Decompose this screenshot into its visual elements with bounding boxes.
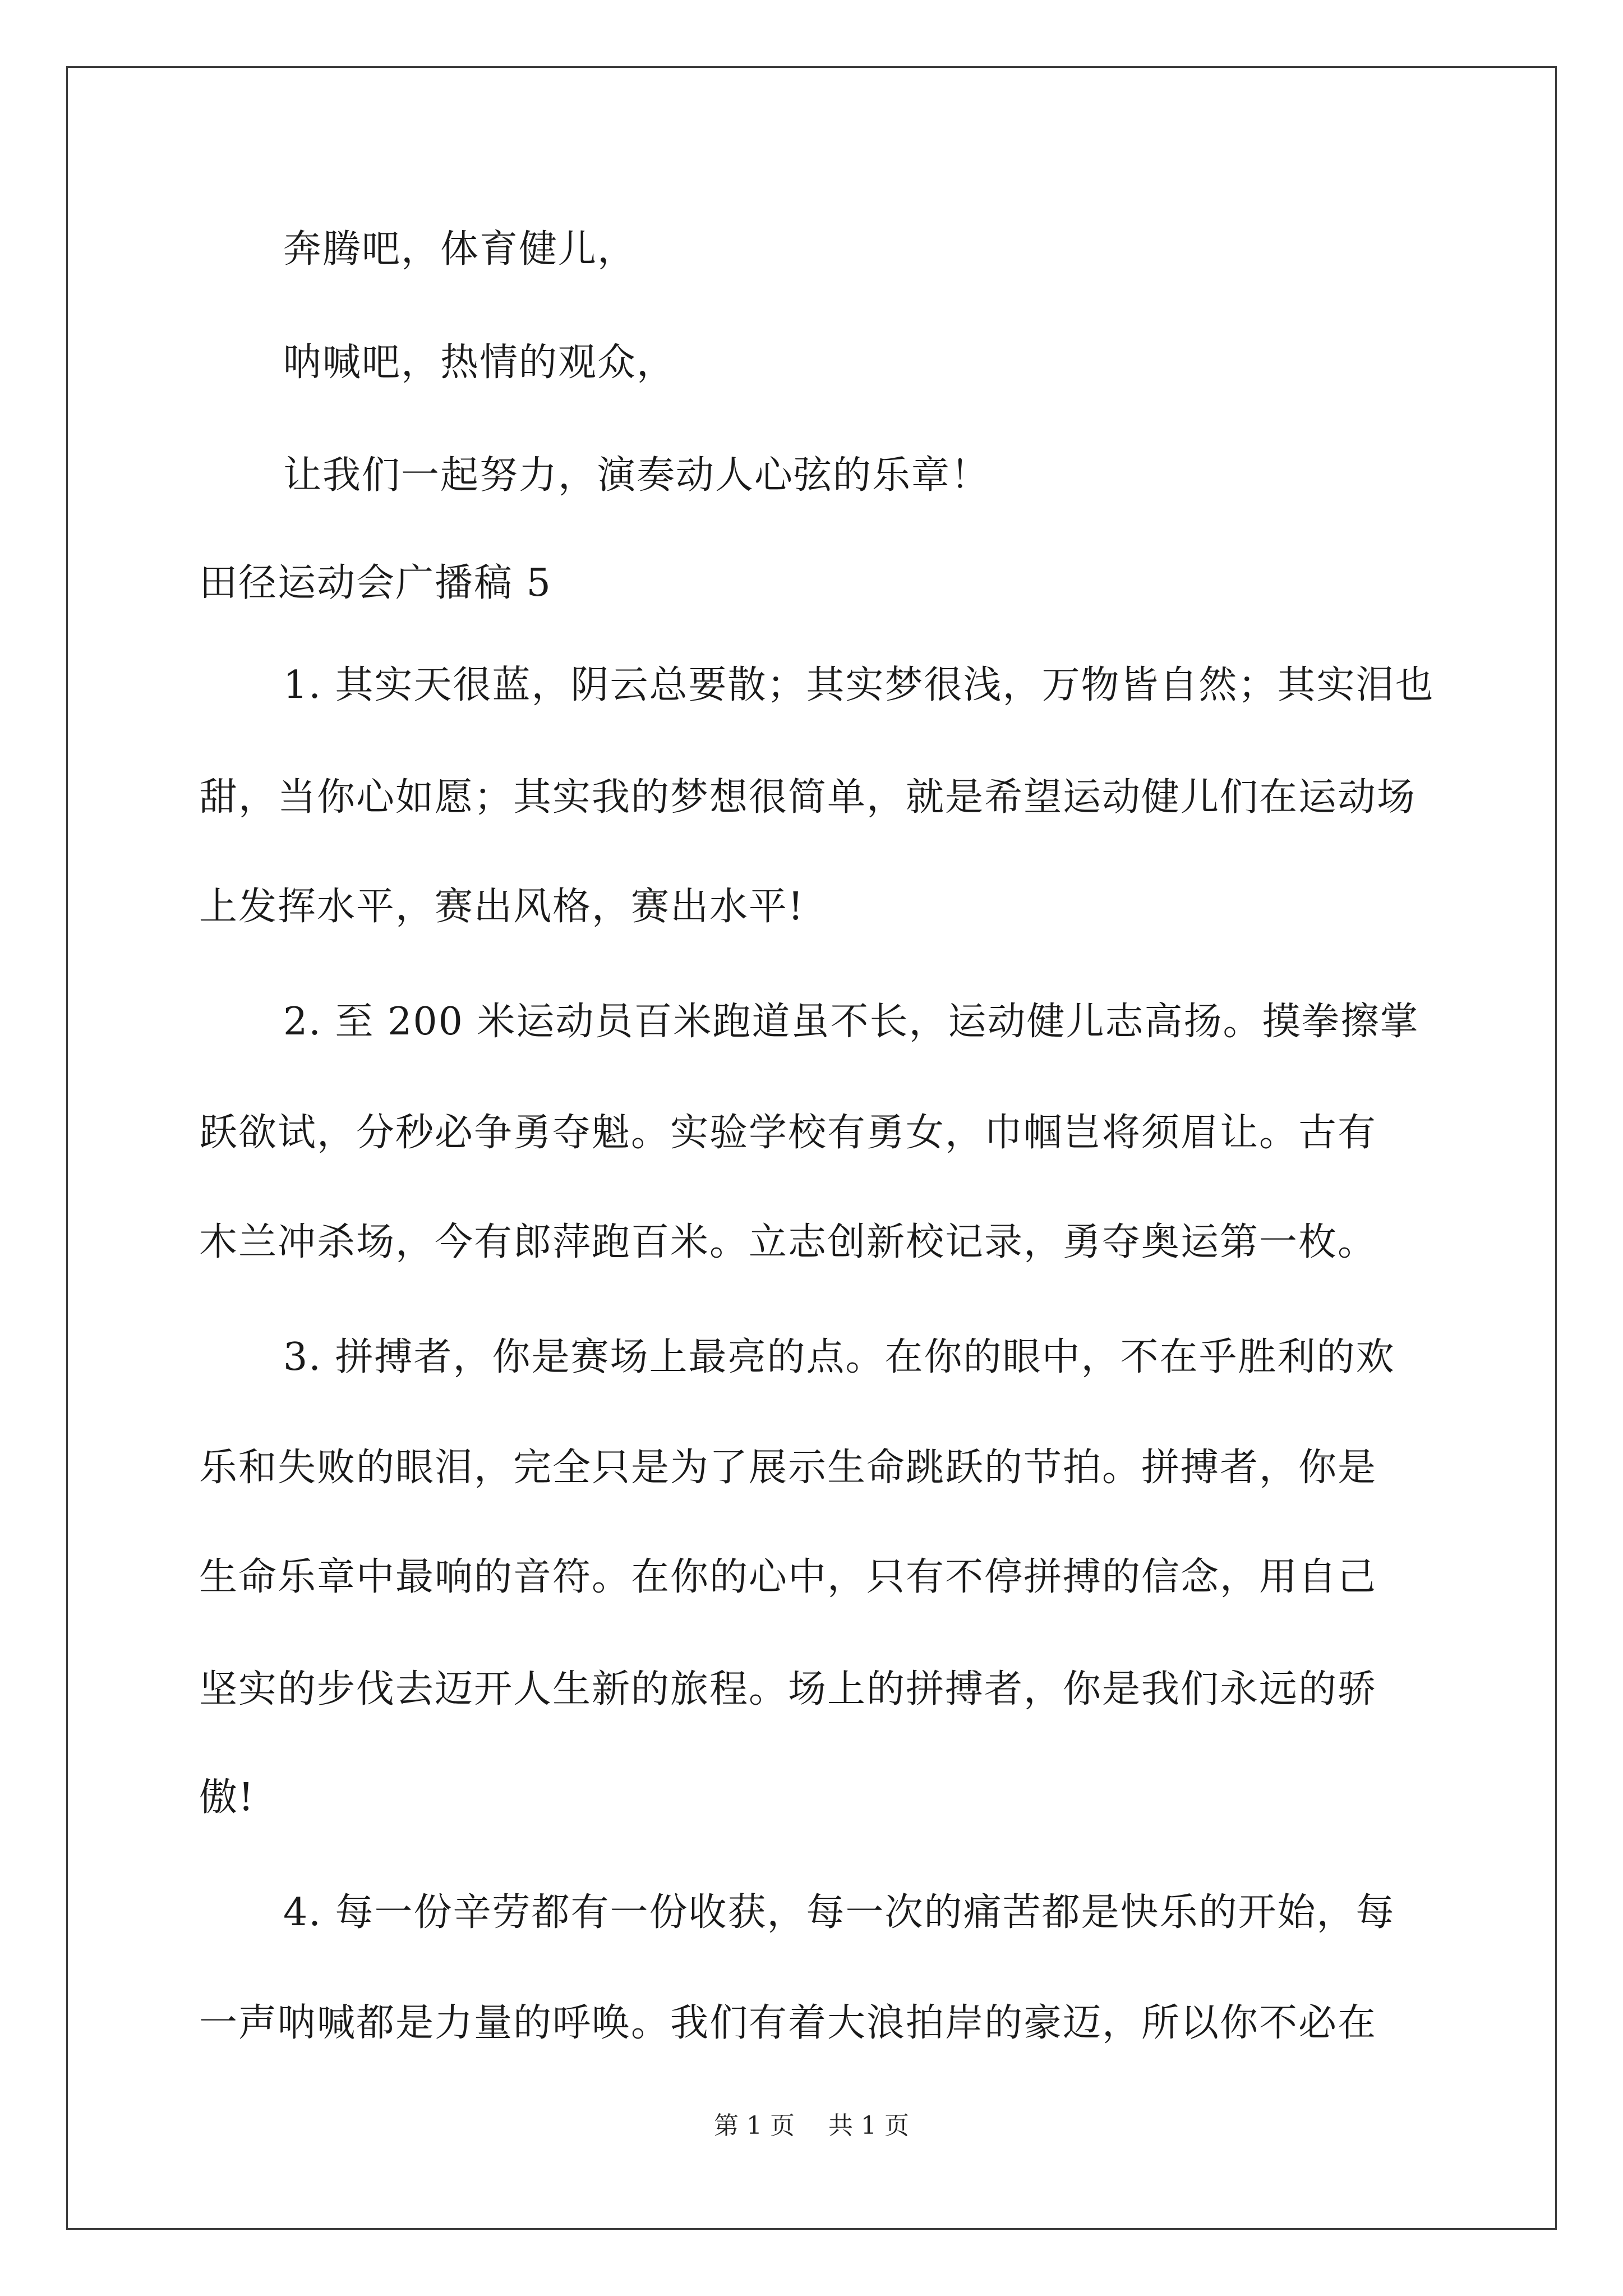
paragraph-1-line-3: 上发挥水平，赛出风格，赛出水平! <box>199 885 805 929</box>
page-footer <box>0 2109 1623 2143</box>
paragraph-2-line-3: 木兰冲杀场，今有郎萍跑百米。立志创新校记录，勇夺奥运第一枚。 <box>199 1220 1377 1264</box>
paragraph-2-line-1: 2. 至 200 米运动员百米跑道虽不长，运动健儿志高扬。摸拳擦掌 <box>283 1000 1419 1044</box>
paragraph-4-line-2: 一声呐喊都是力量的呼唤。我们有着大浪拍岸的豪迈，所以你不必在 <box>199 2001 1377 2045</box>
paragraph-3-line-1: 3. 拼搏者，你是赛场上最亮的点。在你的眼中，不在乎胜利的欢 <box>283 1335 1395 1379</box>
paragraph-1-line-1: 1. 其实天很蓝，阴云总要散；其实梦很浅，万物皆自然；其实泪也 <box>283 663 1435 707</box>
poem-line-1: 奔腾吧，体育健儿， <box>283 227 637 272</box>
paragraph-1-line-2: 甜，当你心如愿；其实我的梦想很简单，就是希望运动健儿们在运动场 <box>199 775 1417 820</box>
page-total: 共 1 页 <box>828 2111 909 2140</box>
paragraph-4-line-1: 4. 每一份辛劳都有一份收获，每一次的痛苦都是快乐的开始，每 <box>283 1890 1395 1935</box>
poem-line-2: 呐喊吧，热情的观众， <box>283 341 676 385</box>
poem-line-3: 让我们一起努力，演奏动人心弦的乐章！ <box>283 453 990 498</box>
paragraph-2-line-2: 跃欲试，分秒必争勇夺魁。实验学校有勇女，巾帼岂将须眉让。古有 <box>199 1111 1377 1155</box>
paragraph-3-line-2: 乐和失败的眼泪，完全只是为了展示生命跳跃的节拍。拼搏者，你是 <box>199 1446 1377 1490</box>
paragraph-3-line-4: 坚实的步伐去迈开人生新的旅程。场上的拼搏者，你是我们永远的骄 <box>199 1667 1377 1711</box>
page-number: 第 1 页 <box>714 2111 795 2140</box>
paragraph-3-line-3: 生命乐章中最响的音符。在你的心中，只有不停拼搏的信念，用自己 <box>199 1555 1377 1599</box>
section-title: 田径运动会广播稿 5 <box>199 561 552 605</box>
paragraph-3-line-5: 傲! <box>199 1775 255 1820</box>
